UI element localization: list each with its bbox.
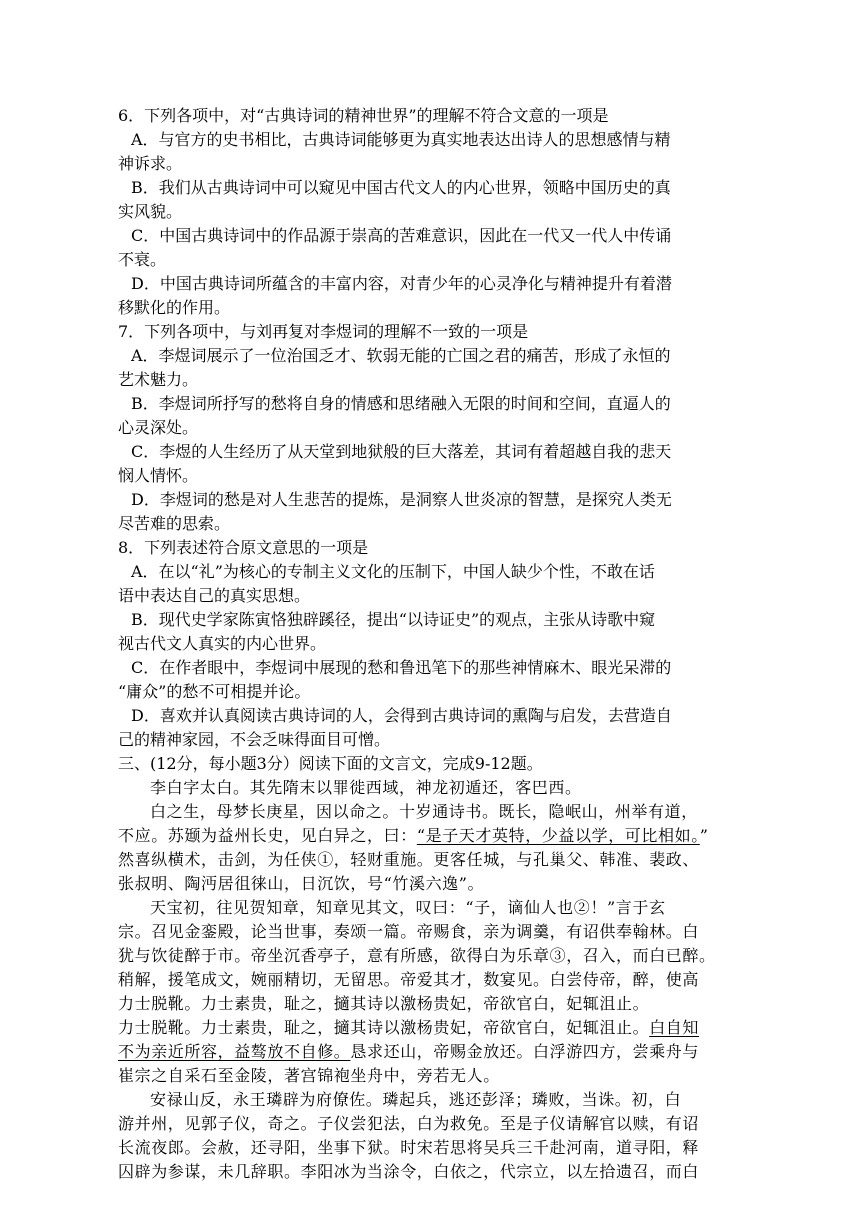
passage-para2-line4: 张叔明、陶沔居徂徕山，日沉饮，号“竹溪六逸”。 <box>118 874 485 893</box>
question-6-option-d-line2: 移默化的作用。 <box>118 298 231 317</box>
question-7-option-a-line1: A．李煜词展示了一位治国乏才、软弱无能的亡国之君的痛苦，形成了永恒的 <box>131 346 671 365</box>
section-3-heading: 三、(12分，每小题3分）阅读下面的文言文，完成9-12题。 <box>118 754 543 773</box>
question-6-option-d-line1: D．中国古典诗词所蕴含的丰富内容，对青少年的心灵净化与精神提升有着潜 <box>131 274 672 293</box>
passage-para3-line6-pre: 力士脱靴。力士素贵，耻之，擿其诗以激杨贵妃，帝欲官白，妃辄沮止。 <box>118 1018 650 1037</box>
question-6-option-b-line2: 实风貌。 <box>118 202 183 221</box>
passage-para2-line1: 白之生，母梦长庚星，因以命之。十岁通诗书。既长，隐岷山，州举有道， <box>150 802 698 821</box>
question-6-option-b-line1: B．我们从古典诗词中可以窥见中国古代文人的内心世界，领略中国历史的真 <box>131 178 671 197</box>
question-7-option-b-line1: B．李煜词所抒写的愁将自身的情感和思绪融入无限的时间和空间，直逼人的 <box>131 394 671 413</box>
passage-para4-line2: 游并州，见郭子仪，奇之。子仪尝犯法，白为救免。至是子仪请解官以赎，有诏 <box>118 1114 700 1133</box>
passage-underline-2a: 白自知 <box>649 1018 700 1037</box>
question-8-stem: 8．下列表述符合原文意思的一项是 <box>118 538 369 557</box>
passage-underline-2b: 不为亲近所容，益骜放不自修。 <box>118 1042 351 1061</box>
question-7-option-d-line2: 尽苦难的思索。 <box>118 514 231 533</box>
question-7-option-b-line2: 心灵深处。 <box>118 418 199 437</box>
question-8-option-d-line1: D．喜欢并认真阅读古典诗词的人，会得到古典诗词的熏陶与启发，去营造自 <box>131 706 672 725</box>
passage-para3-line5: 力士脱靴。力士素贵，耻之，擿其诗以激杨贵妃，帝欲官白，妃辄沮止。 <box>118 994 650 1013</box>
passage-underline-1: “是子天才英特，少益以学，可比相如。 <box>416 826 700 845</box>
question-8-option-b-line1: B．现代史学家陈寅恪独辟蹊径，提出“以诗证史”的观点，主张从诗歌中窥 <box>131 610 656 629</box>
question-8-option-a-line1: A．在以“礼”为核心的专制主义文化的压制下，中国人缺少个性，不敢在话 <box>131 562 655 581</box>
question-7-option-a-line2: 艺术魅力。 <box>118 370 199 389</box>
passage-para4-line5 <box>118 1184 738 1208</box>
question-7-option-c-line1: C．李煜的人生经历了从天堂到地狱般的巨大落差，其词有着超越自我的悲天 <box>131 442 672 461</box>
passage-para3-line6 <box>118 1016 738 1040</box>
passage-para4-line3: 长流夜郎。会赦，还寻阳，坐事下狱。时宋若思将吴兵三千赴河南，道寻阳，释 <box>118 1138 700 1157</box>
passage-para3-line4: 稍解，援笔成文，婉丽精切，无留思。帝爱其才，数宴见。白尝侍帝，醉，使高 <box>118 970 700 989</box>
passage-para3-line7-post: 恳求还山，帝赐金放还。白浮游四方，尝乘舟与 <box>350 1042 700 1061</box>
passage-para2-line3: 然喜纵横术，击剑，为任侠①，轻财重施。更客任城，与孔巢父、韩准、裴政、 <box>118 850 700 869</box>
passage-para2-line2-post: ” <box>699 826 709 845</box>
passage-para3-line7 <box>118 1040 738 1064</box>
question-6-option-a-line1: A．与官方的史书相比，古典诗词能够更为真实地表达出诗人的思想感情与精 <box>131 130 671 149</box>
passage-para3-line8: 崔宗之自采石至金陵，著宫锦袍坐舟中，旁若无人。 <box>118 1066 500 1085</box>
question-6-option-a-line2: 神诉求。 <box>118 154 183 173</box>
question-8-option-d-line2: 己的精神家园，不会乏味得面目可憎。 <box>118 730 391 749</box>
passage-para4-line1: 安禄山反，永王璘辟为府僚佐。璘起兵，逃还彭泽；璘败，当诛。初，白 <box>150 1090 682 1109</box>
question-7-stem: 7．下列各项中，与刘再复对李煜词的理解不一致的一项是 <box>118 322 529 341</box>
passage-para3-line2: 宗。召见金銮殿，论当世事，奏颂一篇。帝赐食，亲为调羹，有诏供奉翰林。白 <box>118 922 700 941</box>
question-6-option-c-line2: 不衰。 <box>118 250 167 269</box>
question-6-stem: 6．下列各项中，对“古典诗词的精神世界”的理解不符合文意的一项是 <box>118 106 609 125</box>
passage-para3-line3: 犹与饮徒醉于市。帝坐沉香亭子，意有所感，欲得白为乐章③，召入，而白已醉。 <box>118 946 716 965</box>
passage-para2-line2-pre: 不应。苏颋为益州长史，见白异之，曰： <box>118 826 417 845</box>
passage-para2-line2 <box>118 824 738 848</box>
question-8-option-a-line2: 语中表达自己的真实思想。 <box>118 586 311 605</box>
passage-para3-line1: 天宝初，往见贺知章，知章见其文，叹曰：“子，谪仙人也②！”言于玄 <box>150 898 666 917</box>
question-7-option-c-line2: 悯人情怀。 <box>118 466 199 485</box>
question-6-option-c-line1: C．中国古典诗词中的作品源于崇高的苦难意识，因此在一代又一代人中传诵 <box>131 226 672 245</box>
passage-para1-line1: 李白字太白。其先隋末以罪徙西域，神龙初遁还，客巴西。 <box>150 778 582 797</box>
question-8-option-b-line2: 视古代文人真实的内心世界。 <box>118 634 327 653</box>
question-8-option-c-line1: C．在作者眼中，李煜词中展现的愁和鲁迅笔下的那些神情麻木、眼光呆滞的 <box>131 658 672 677</box>
question-7-option-d-line1: D．李煜词的愁是对人生悲苦的提炼，是洞察人世炎凉的智慧，是探究人类无 <box>131 490 672 509</box>
question-8-option-c-line2: “庸众”的愁不可相提并论。 <box>118 682 311 701</box>
passage-para4-line4: 囚辟为参谋，未几辞职。李阳冰为当涂令，白依之，代宗立，以左拾遗召，而白 <box>118 1162 700 1181</box>
